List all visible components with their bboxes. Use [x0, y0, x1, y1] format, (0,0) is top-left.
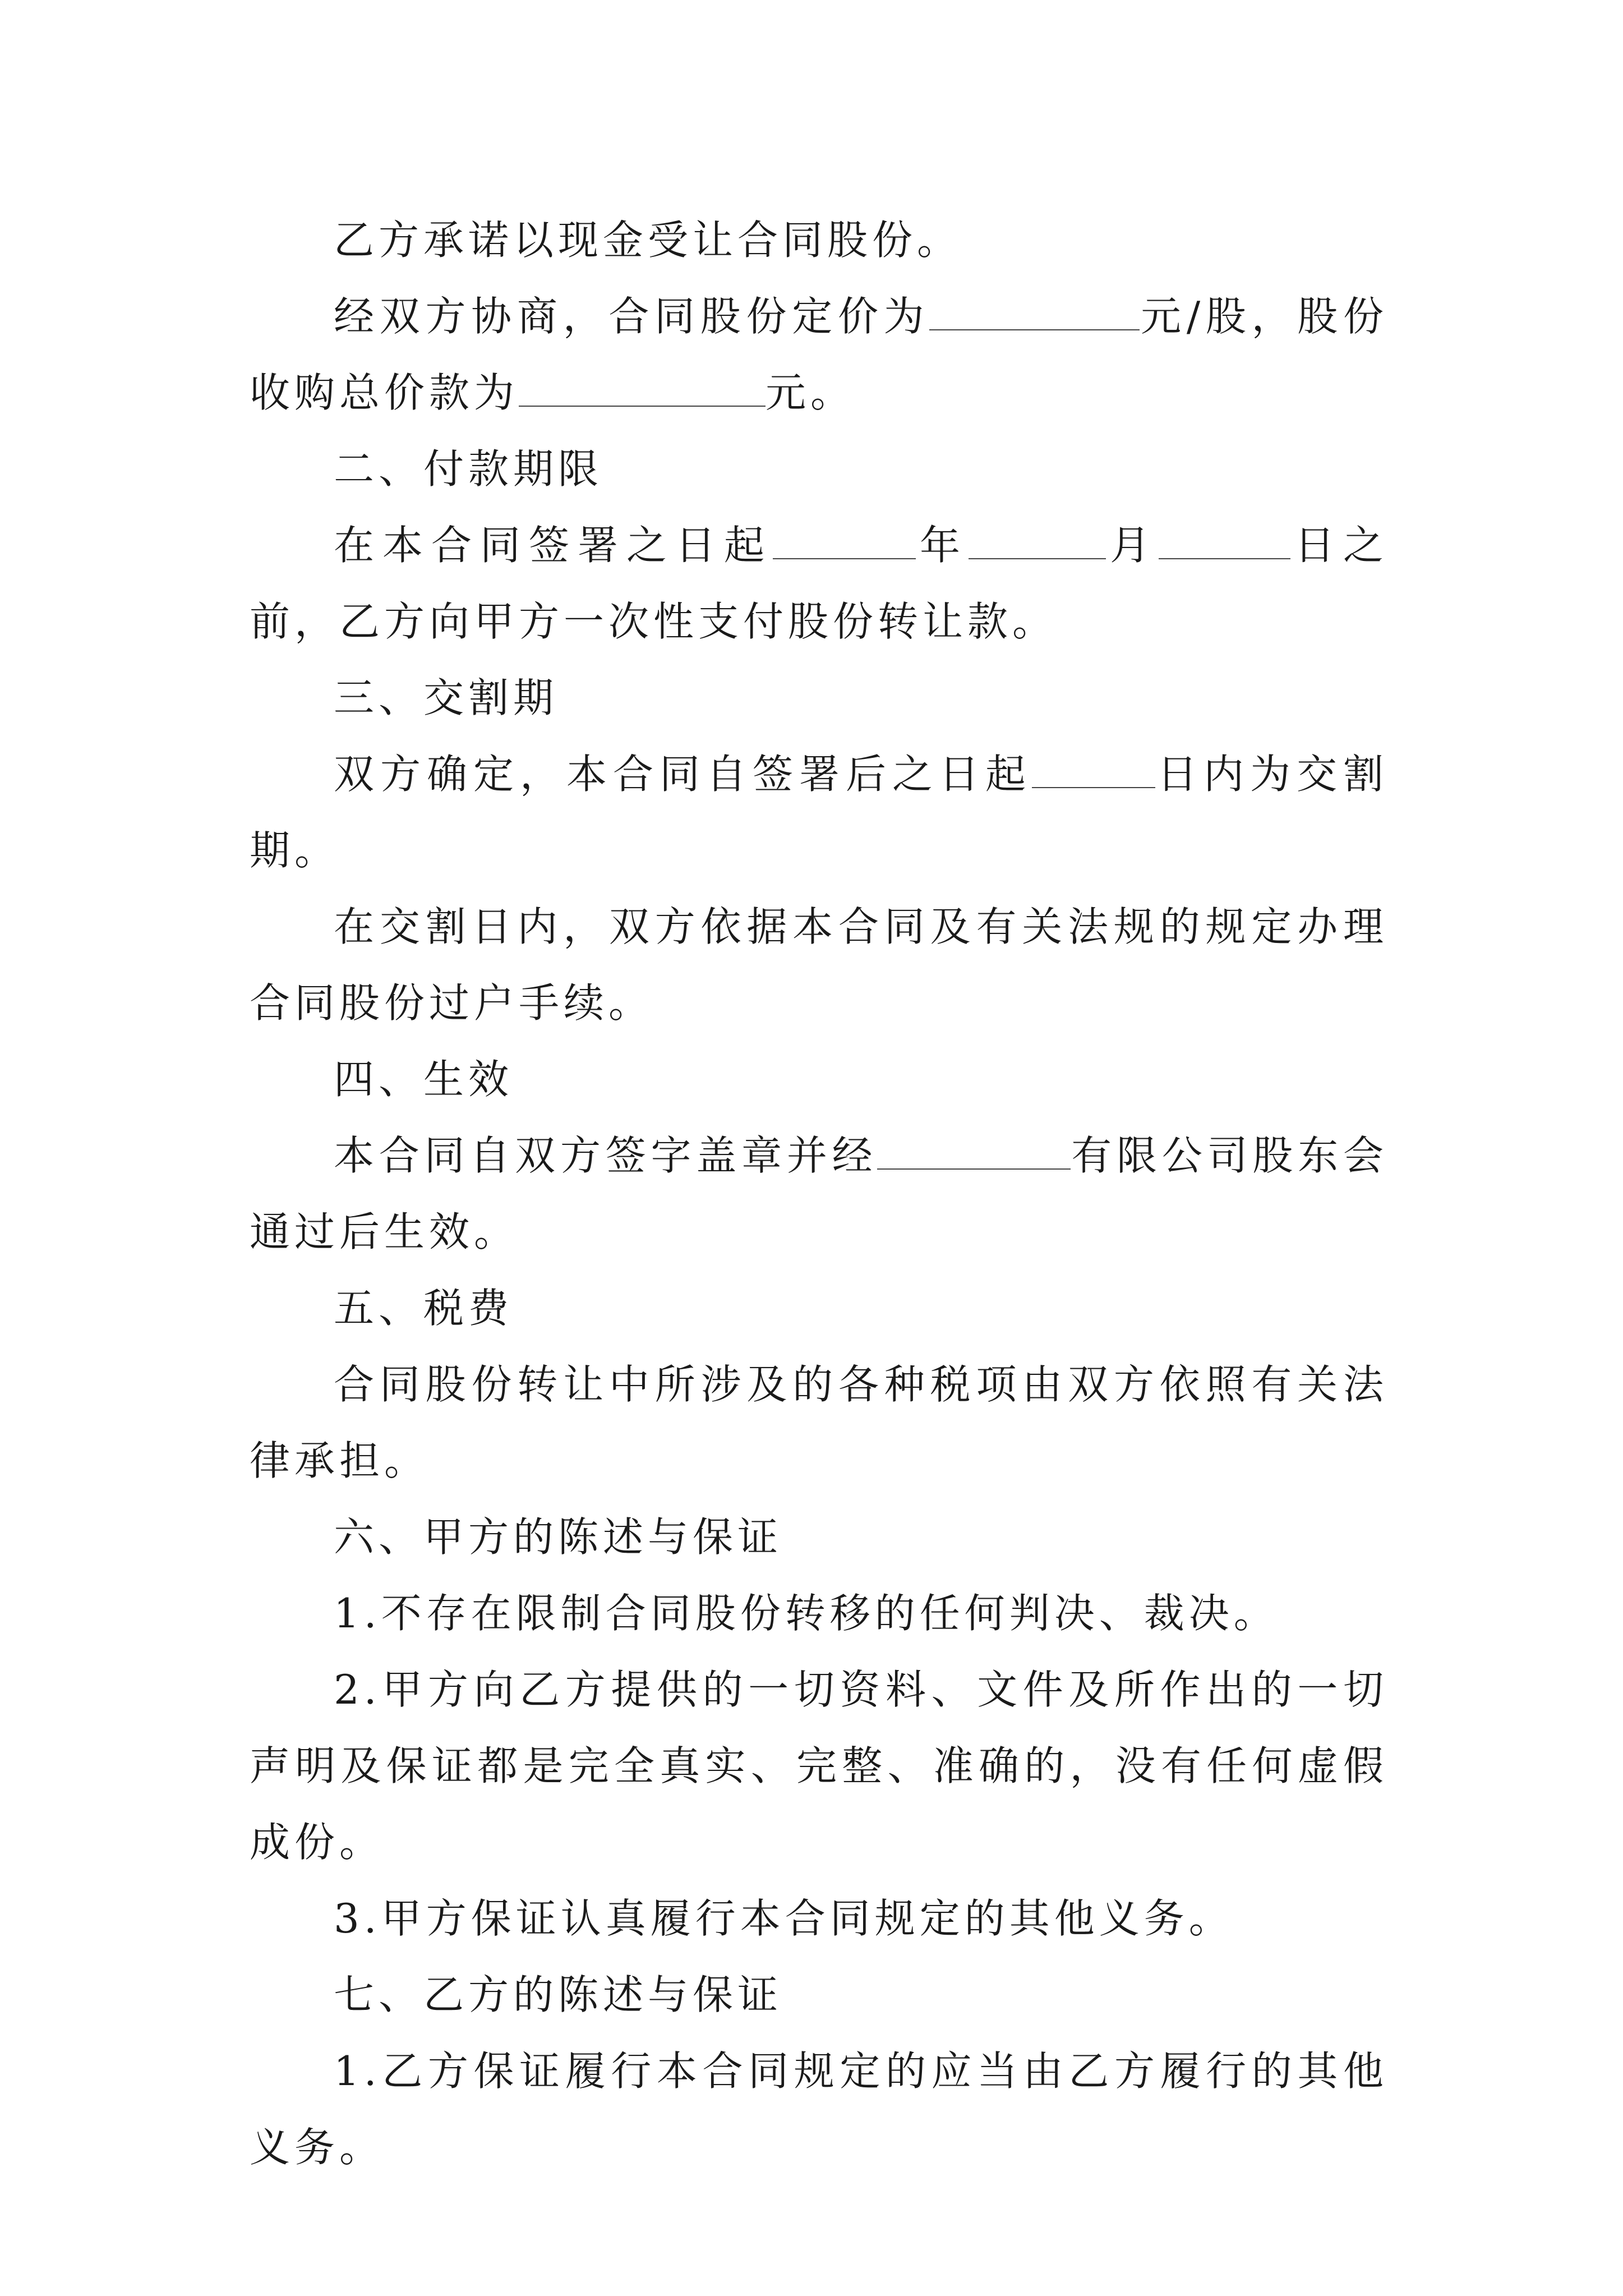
list-item-party-a-3: 3.甲方保证认真履行本合同规定的其他义务。 — [334, 1895, 1234, 1942]
paragraph-delivery-period — [250, 736, 1388, 889]
text-segment: 年 — [915, 522, 969, 569]
text-segment: 有限公司股东会通过后生效。 — [250, 1132, 1388, 1255]
list-item-party-a-2: 2.甲方向乙方提供的一切资料、文件及所作出的一切声明及保证都是完全真实、完整、准确的，没有任何虚假成份。 — [250, 1666, 1388, 1866]
blank-total-price[interactable] — [519, 370, 766, 407]
text-segment: 月 — [1105, 522, 1159, 569]
paragraph-transfer-procedure: 在交割日内，双方依据本合同及有关法规的规定办理合同股份过户手续。 — [250, 903, 1388, 1027]
heading-effectiveness: 四、生效 — [334, 1056, 514, 1103]
paragraph-taxes: 合同股份转让中所涉及的各种税项由双方依照有关法律承担。 — [250, 1361, 1388, 1484]
paragraph-share-price — [250, 278, 1388, 431]
heading-delivery-period: 三、交割期 — [334, 674, 559, 721]
list-item-party-b-1: 1.乙方保证履行本合同规定的应当由乙方履行的其他义务。 — [250, 2047, 1388, 2171]
text-segment: 元。 — [766, 369, 856, 416]
heading-party-b-warranties: 七、乙方的陈述与保证 — [334, 1971, 783, 2018]
list-item-party-a-1: 1.不存在限制合同股份转移的任何判决、裁决。 — [334, 1590, 1279, 1637]
text-segment: 本合同自双方签字盖章并经 — [334, 1132, 878, 1179]
paragraph-effectiveness — [250, 1117, 1388, 1270]
text-segment: 日内为交割期。 — [250, 751, 1388, 874]
text-segment: 双方确定，本合同自签署后之日起 — [334, 751, 1032, 798]
paragraph-payment-deadline — [250, 507, 1388, 660]
heading-taxes: 五、税费 — [334, 1285, 514, 1332]
text-segment: 元/股，股份收购总价款为 — [250, 293, 1388, 416]
blank-delivery-days[interactable] — [1032, 751, 1155, 788]
heading-party-a-warranties: 六、甲方的陈述与保证 — [334, 1513, 783, 1561]
text-segment: 日之前，乙方向甲方一次性支付股份转让款。 — [250, 522, 1388, 645]
blank-year[interactable] — [773, 522, 916, 559]
blank-month[interactable] — [969, 522, 1106, 559]
heading-payment-term: 二、付款期限 — [334, 445, 603, 493]
blank-day[interactable] — [1159, 522, 1290, 559]
blank-price-per-share[interactable] — [929, 293, 1140, 330]
text-segment: 在本合同签署之日起 — [334, 522, 773, 569]
blank-company-name[interactable] — [877, 1133, 1071, 1170]
text-segment: 经双方协商，合同股份定价为 — [334, 293, 930, 340]
paragraph-cash-commitment: 乙方承诺以现金受让合同股份。 — [334, 217, 962, 264]
document-body — [250, 202, 1388, 2185]
